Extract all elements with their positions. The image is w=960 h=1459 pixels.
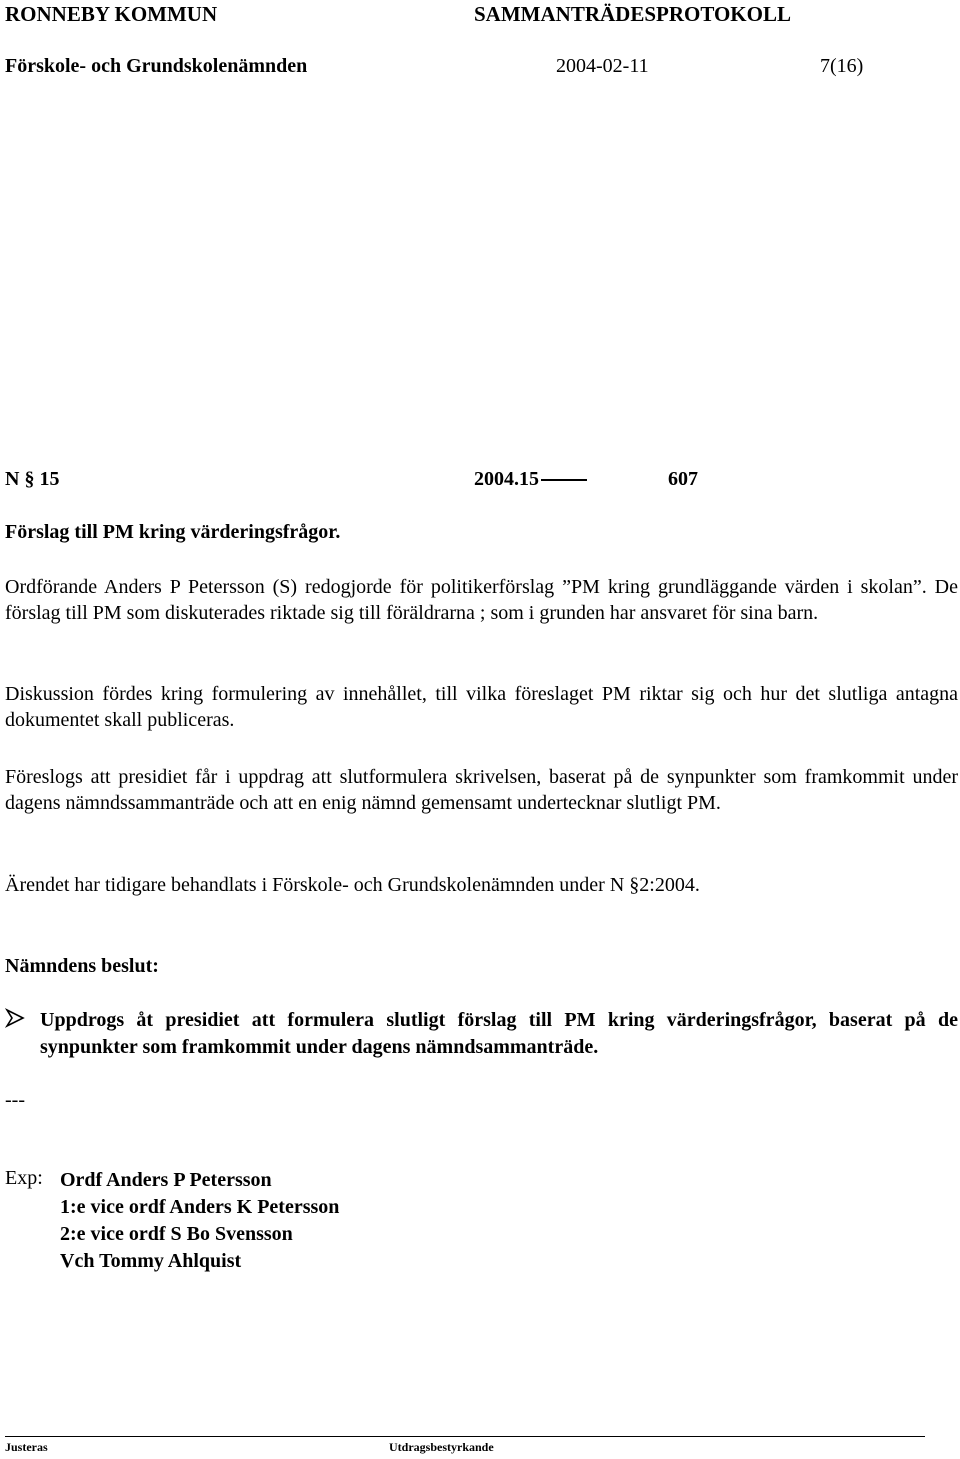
item-title: Förslag till PM kring värderingsfrågor. — [5, 521, 341, 543]
footer-justeras: Justeras — [5, 1440, 48, 1454]
item-number: 607 — [668, 468, 698, 490]
page-number: 7(16) — [820, 55, 864, 77]
section-number: N § 15 — [5, 468, 60, 490]
paragraph-proposal: Föreslogs att presidiet får i uppdrag att slutformulera skrivelsen, baserat på de synpunkter som framkommit under dagens nämndssammanträde och att en enig nämnd gemensamt undertecknar slutligt PM. — [5, 766, 958, 814]
distribution-recipient: Ordf Anders P Petersson — [60, 1169, 272, 1191]
meeting-date: 2004-02-11 — [556, 55, 649, 77]
paragraph-discussion: Diskussion fördes kring formulering av innehållet, till vilka föreslaget PM riktar sig och hur det slutliga antagna dokumentet skall publiceras. — [5, 683, 958, 731]
arrowhead-bullet-icon — [5, 1008, 25, 1028]
committee-name: Förskole- och Grundskolenämnden — [5, 55, 308, 77]
paragraph-presentation: Ordförande Anders P Petersson (S) redogjorde för politikerförslag ”PM kring grundläggande värden i skolan”. De förslag till PM som diskuterades riktade sig till föräldrarna ; som i grunden har ansvaret för sina barn. — [5, 576, 958, 624]
distribution-list — [60, 1167, 339, 1275]
decision-heading: Nämndens beslut: — [5, 955, 159, 977]
paragraph-previous-handling: Ärendet har tidigare behandlats i Förskole- och Grundskolenämnden under N §2:2004. — [5, 874, 700, 896]
distribution-recipient: Vch Tommy Ahlquist — [60, 1250, 242, 1272]
distribution-recipient: 1:e vice ordf Anders K Petersson — [60, 1196, 340, 1218]
reference-dash — [541, 479, 587, 481]
organization-name: RONNEBY KOMMUN — [5, 2, 218, 26]
item-reference-code: 2004.15 — [474, 468, 539, 490]
distribution-label: Exp: — [5, 1167, 43, 1189]
decision-text: Uppdrogs åt presidiet att formulera slutligt förslag till PM kring värderingsfrågor, baserat på de synpunkter som framkommit under dagens nämndsammanträde. — [40, 1009, 958, 1058]
footer-rule — [5, 1436, 925, 1437]
footer-certified: Utdragsbestyrkande — [389, 1440, 494, 1454]
distribution-recipient: 2:e vice ordf S Bo Svensson — [60, 1223, 293, 1245]
separator: --- — [5, 1089, 25, 1111]
document-type: SAMMANTRÄDESPROTOKOLL — [474, 2, 791, 26]
item-reference — [474, 468, 587, 491]
